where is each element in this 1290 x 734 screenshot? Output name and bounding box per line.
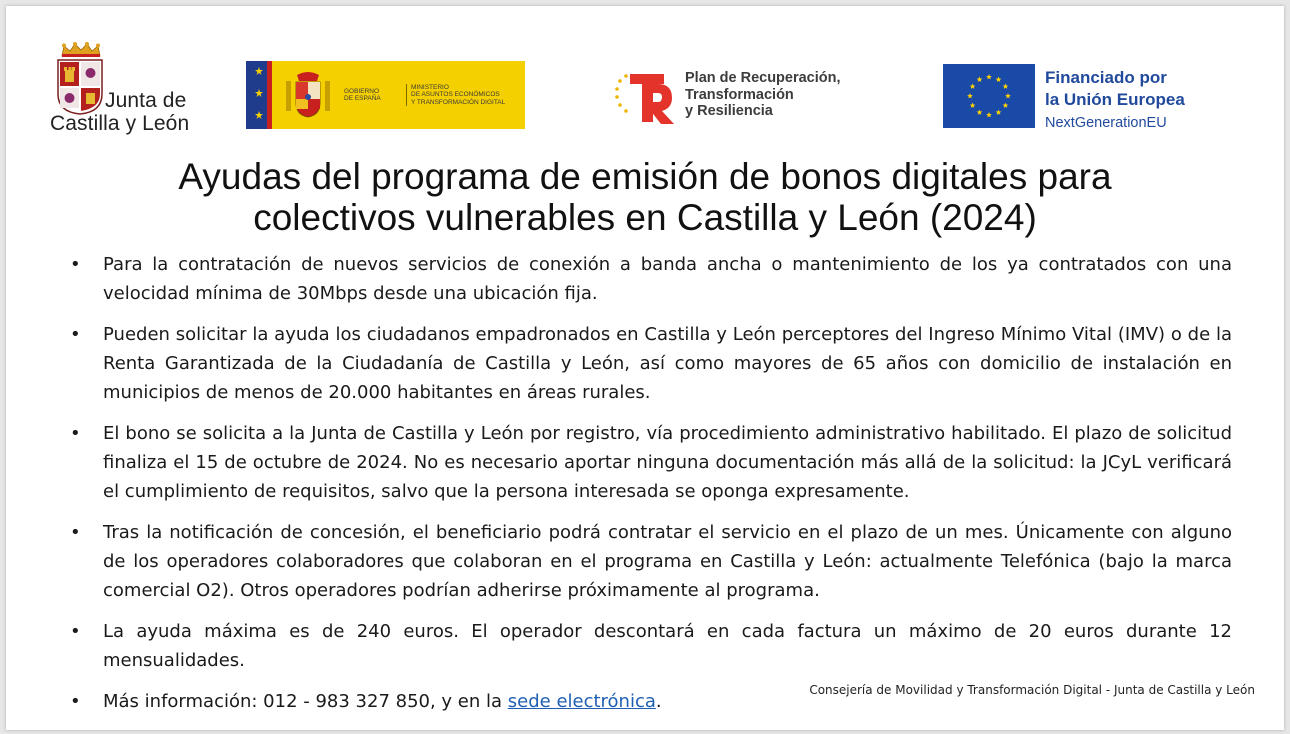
jcyl-name: Junta de Castilla y León	[50, 89, 190, 135]
eu-line1: Financiado por	[1045, 68, 1167, 87]
list-item: • Para la contratación de nuevos servicios de conexión a banda ancha o mantenimiento de los ya contratados con una velocidad mínima de 30Mbps desde una ubicación fija.	[66, 250, 1232, 308]
prtr-name: Plan de Recuperación, Transformación y Resiliencia	[685, 70, 841, 119]
slide	[6, 6, 1284, 730]
info-list	[66, 250, 1232, 728]
page-title	[66, 156, 1224, 238]
sede-electronica-link[interactable]: sede electrónica	[507, 691, 656, 712]
eu-logo	[943, 64, 1243, 136]
prtr-mark-icon	[612, 68, 676, 124]
more-info-text: Más información: 012 - 983 327 850, y en la	[103, 691, 508, 712]
ministerio-label: MINISTERIO DE ASUNTOS ECONÓMICOS Y TRANSFORMACIÓN DIGITAL	[406, 84, 524, 107]
more-info-suffix: .	[655, 691, 662, 712]
crown-icon	[60, 42, 102, 58]
jcyl-logo	[44, 42, 209, 142]
gobierno-label: GOBIERNO DE ESPAÑA	[344, 87, 381, 102]
list-item: • El bono se solicita a la Junta de Castilla y León por registro, vía procedimiento administrativo habilitado. El plazo de solicitud finaliza el 15 de octubre de 2024. No es necesario aportar ninguna documentación más allá de la solicitud: la JCyL verificará el cumplimiento de requisitos, salvo que la persona interesada se oponga expresamente.	[66, 419, 1232, 506]
footer-credit: Consejería de Movilidad y Transformación Digital - Junta de Castilla y León	[809, 683, 1255, 697]
title-line-2: colectivos vulnerables en Castilla y León (2024)	[253, 197, 1037, 238]
plan-recuperacion-logo	[612, 68, 882, 128]
list-item: • La ayuda máxima es de 240 euros. El operador descontará en cada factura un máximo de 20 euros durante 12 mensualidades.	[66, 617, 1232, 675]
eu-line2: la Unión Europea	[1045, 90, 1185, 109]
spain-coat-of-arms-icon	[272, 61, 344, 129]
list-item: • Tras la notificación de concesión, el beneficiario podrá contratar el servicio en el plazo de un mes. Únicamente con alguno de los operadores colaboradores que colaboran en el programa en Castilla y León: actualmente Telefónica (bajo la marca comercial O2). Otros operadores podrían adherirse próximamente al programa.	[66, 518, 1232, 605]
eu-line3: NextGenerationEU	[1045, 115, 1167, 131]
list-item: • Pueden solicitar la ayuda los ciudadanos empadronados en Castilla y León perceptores del Ingreso Mínimo Vital (IMV) o de la Renta Garantizada de la Ciudadanía de Castilla y León, así como mayores de 65 años con domicilio de instalación en municipios de menos de 20.000 habitantes en áreas rurales.	[66, 320, 1232, 407]
title-line-1: Ayudas del programa de emisión de bonos digitales para	[178, 156, 1112, 197]
spain-flag-icon	[246, 61, 272, 129]
gobierno-espana-logo	[246, 61, 525, 129]
eu-flag-icon	[943, 64, 1035, 128]
